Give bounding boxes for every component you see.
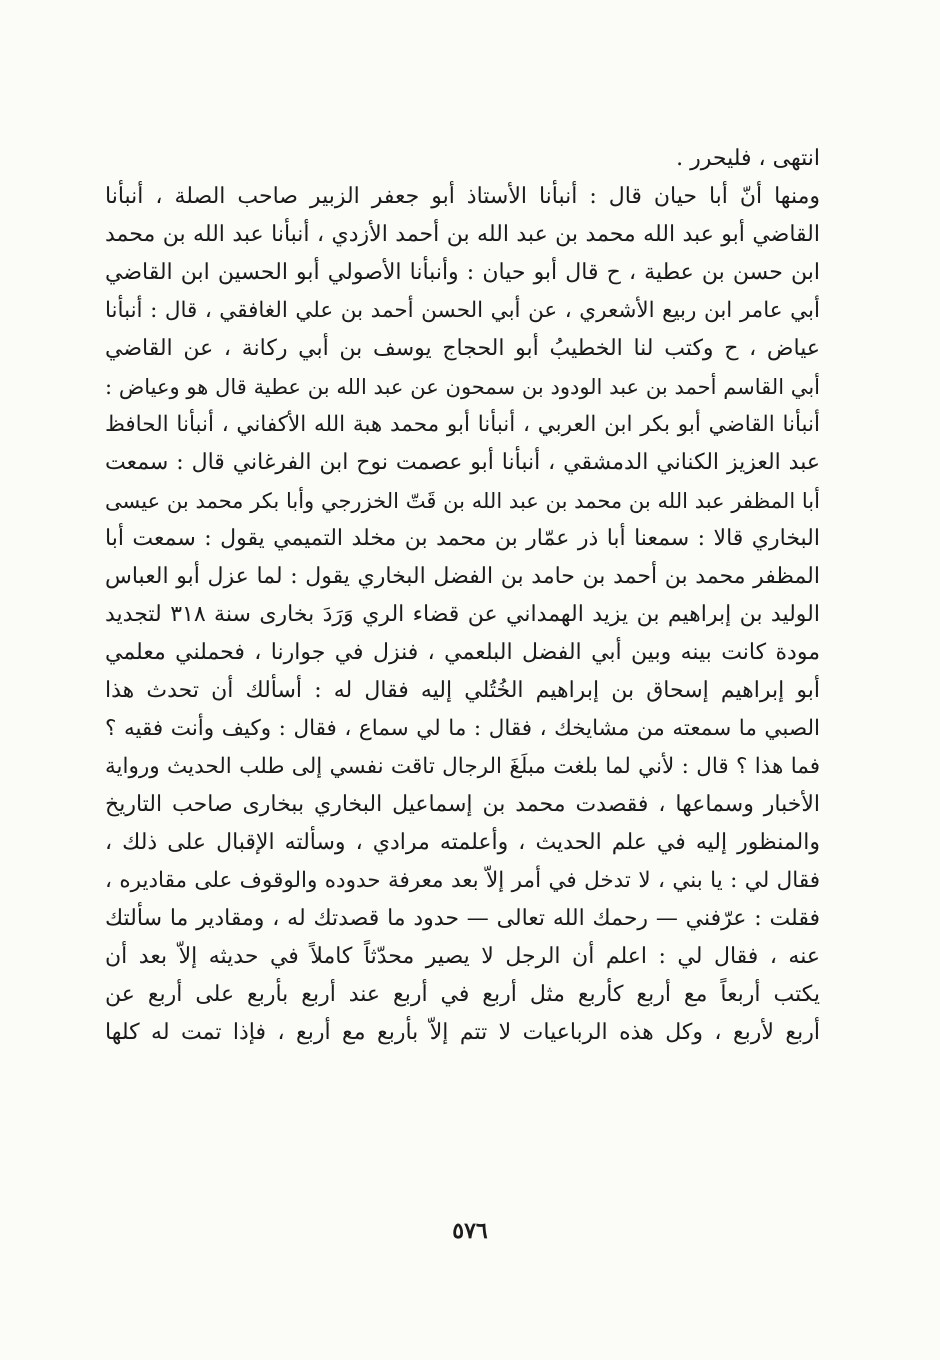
page-number: ٥٧٦ bbox=[452, 1218, 488, 1244]
text-line: القاضي أبو عبد الله محمد بن عبد الله بن أحمد الأزدي ، أنبأنا عبد الله بن محمد bbox=[105, 222, 820, 247]
text-line: والمنظور إليه في علم الحديث ، وأعلمته مرادي ، وسألته الإقبال على ذلك ، bbox=[105, 830, 820, 855]
text-line: أبي عامر ابن ربيع الأشعري ، عن أبي الحسن أحمد بن علي الغافقي ، قال : أنبأنا bbox=[105, 298, 820, 323]
text-line: يكتب أربعاً مع أربع كأربع مثل أربع في أربع عند أربع بأربع على أربع عن bbox=[105, 982, 820, 1007]
text-line: الأخبار وسماعها ، فقصدت محمد بن إسماعيل البخاري ببخارى صاحب التاريخ bbox=[105, 792, 820, 817]
text-line: أبي القاسم أحمد بن عبد الودود بن سمحون عن عبد الله بن عطية قال هو وعياض : bbox=[105, 375, 820, 399]
text-line: فقلت : عرّفني — رحمك الله تعالى — حدود ما قصدتك له ، ومقادير ما سألتك bbox=[105, 906, 820, 931]
text-line: الوليد بن إبراهيم بن يزيد الهمداني عن قضاء الري وَرَدَ بخارى سنة ٣١٨ لتجديد bbox=[105, 602, 820, 627]
body-text bbox=[105, 140, 820, 1052]
text-line: فما هذا ؟ قال : لأني لما بلغت مبلَغَ الرجال تاقت نفسي إلى طلب الحديث ورواية bbox=[105, 754, 820, 779]
text-line: البخاري قالا : سمعنا أبا ذر عمّار بن محمد بن مخلد التميمي يقول : سمعت أبا bbox=[105, 526, 820, 551]
text-line: عنه ، فقال لي : اعلم أن الرجل لا يصير محدّثاً كاملاً في حديثه إلاّ بعد أن bbox=[105, 944, 820, 969]
text-line: انتهى ، فليحرر . bbox=[676, 146, 820, 171]
text-line: ومنها أنّ أبا حيان قال : أنبأنا الأستاذ أبو جعفر الزبير صاحب الصلة ، أنبأنا bbox=[105, 184, 820, 209]
text-line: عبد العزيز الكناني الدمشقي ، أنبأنا أبو عصمت نوح ابن الفرغاني قال : سمعت bbox=[105, 450, 820, 475]
text-line: فقال لي : يا بني ، لا تدخل في أمر إلاّ بعد معرفة حدوده والوقوف على مقاديره ، bbox=[105, 868, 820, 893]
text-line: مودة كانت بينه وبين أبي الفضل البلعمي ، فنزل في جوارنا ، فحملني معلمي bbox=[105, 640, 820, 665]
text-line: أنبأنا القاضي أبو بكر ابن العربي ، أنبأنا أبو محمد هبة الله الأكفاني ، أنبأنا الحافظ bbox=[105, 412, 820, 437]
text-line: أبو إبراهيم إسحاق بن إبراهيم الخُتُلي إليه فقال له : أسألك أن تحدث هذا bbox=[105, 678, 820, 703]
text-line: عياض ، ح وكتب لنا الخطيبُ أبو الحجاج يوسف بن أبي ركانة ، عن القاضي bbox=[105, 336, 820, 361]
text-line: أربع لأربع ، وكل هذه الرباعيات لا تتم إلاّ بأربع مع أربع ، فإذا تمت له كلها bbox=[105, 1020, 820, 1045]
text-line: الصبي ما سمعته من مشايخك ، فقال : ما لي سماع ، فقال : وكيف وأنت فقيه ؟ bbox=[105, 716, 820, 741]
text-line: ابن حسن بن عطية ، ح قال أبو حيان : وأنبأنا الأصولي أبو الحسين ابن القاضي bbox=[105, 260, 820, 285]
text-line: أبا المظفر عبد الله بن محمد بن عبد الله بن قَتّ الخزرجي وأبا بكر محمد بن عيسى bbox=[105, 489, 820, 513]
text-line: المظفر محمد بن أحمد بن حامد بن الفضل البخاري يقول : لما عزل أبو العباس bbox=[105, 564, 820, 589]
